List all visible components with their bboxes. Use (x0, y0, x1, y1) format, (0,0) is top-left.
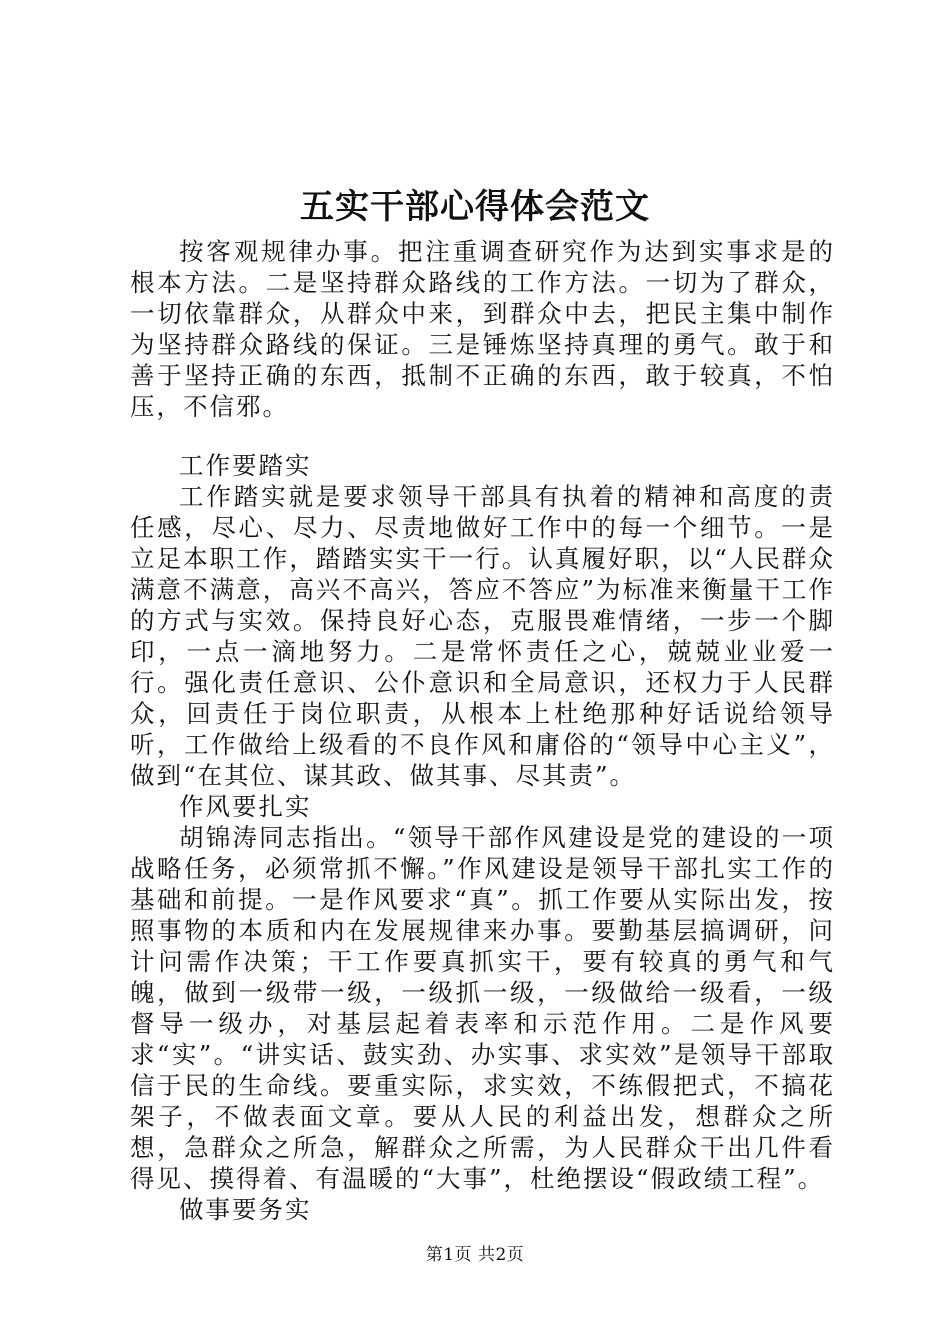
section-heading-style: 作风要扎实 (179, 792, 312, 821)
document-body (130, 236, 835, 1225)
document-title: 五实干部心得体会范文 (300, 187, 650, 227)
section-heading-deeds: 做事要务实 (179, 1195, 312, 1224)
paragraph-work: 工作踏实就是要求领导干部具有执着的精神和高度的责任感，尽心、尽力、尽责地做好工作中的每一个细节。一是立足本职工作，踏踏实实干一行。认真履好职，以“人民群众满意不满意，高兴不高兴，答应不答应”为标准来衡量干工作的方式与实效。保持良好心态，克服畏难情绪，一步一个脚印，一点一滴地努力。二是常怀责任之心，兢兢业业爱一行。强化责任意识、公仆意识和全局意识，还权力于人民群众，回责任于岗位职责，从根本上杜绝那种好话说给领导听，工作做给上级看的不良作风和庸俗的“领导中心主义”，做到“在其位、谋其政、做其事、尽其责”。 (130, 482, 835, 790)
page-number-footer: 第1页 共2页 (425, 1245, 525, 1265)
section-heading-work: 工作要踏实 (179, 451, 312, 480)
paragraph-intro: 按客观规律办事。把注重调查研究作为达到实事求是的根本方法。二是坚持群众路线的工作方法。一切为了群众，一切依靠群众，从群众中来，到群众中去，把民主集中制作为坚持群众路线的保证。三是锤炼坚持真理的勇气。敢于和善于坚持正确的东西，抵制不正确的东西，敢于较真，不怕压，不信邪。 (130, 237, 835, 421)
paragraph-style: 胡锦涛同志指出。“领导干部作风建设是党的建设的一项战略任务，必须常抓不懈。”作风建设是领导干部扎实工作的基础和前提。一是作风要求“真”。抓工作要从实际出发，按照事物的本质和内在发展规律来办事。要勤基层搞调研，问计问需作决策；干工作要真抓实干，要有较真的勇气和气魄，做到一级带一级，一级抓一级，一级做给一级看，一级督导一级办，对基层起着表率和示范作用。二是作风要求“实”。“讲实话、鼓实劲、办实事、求实效”是领导干部取信于民的生命线。要重实际，求实效，不练假把式，不搞花架子，不做表面文章。要从人民的利益出发，想群众之所想，急群众之所急，解群众之所需，为人民群众干出几件看得见、摸得着、有温暖的“大事”，杜绝摆设“假政绩工程”。 (130, 823, 835, 1193)
